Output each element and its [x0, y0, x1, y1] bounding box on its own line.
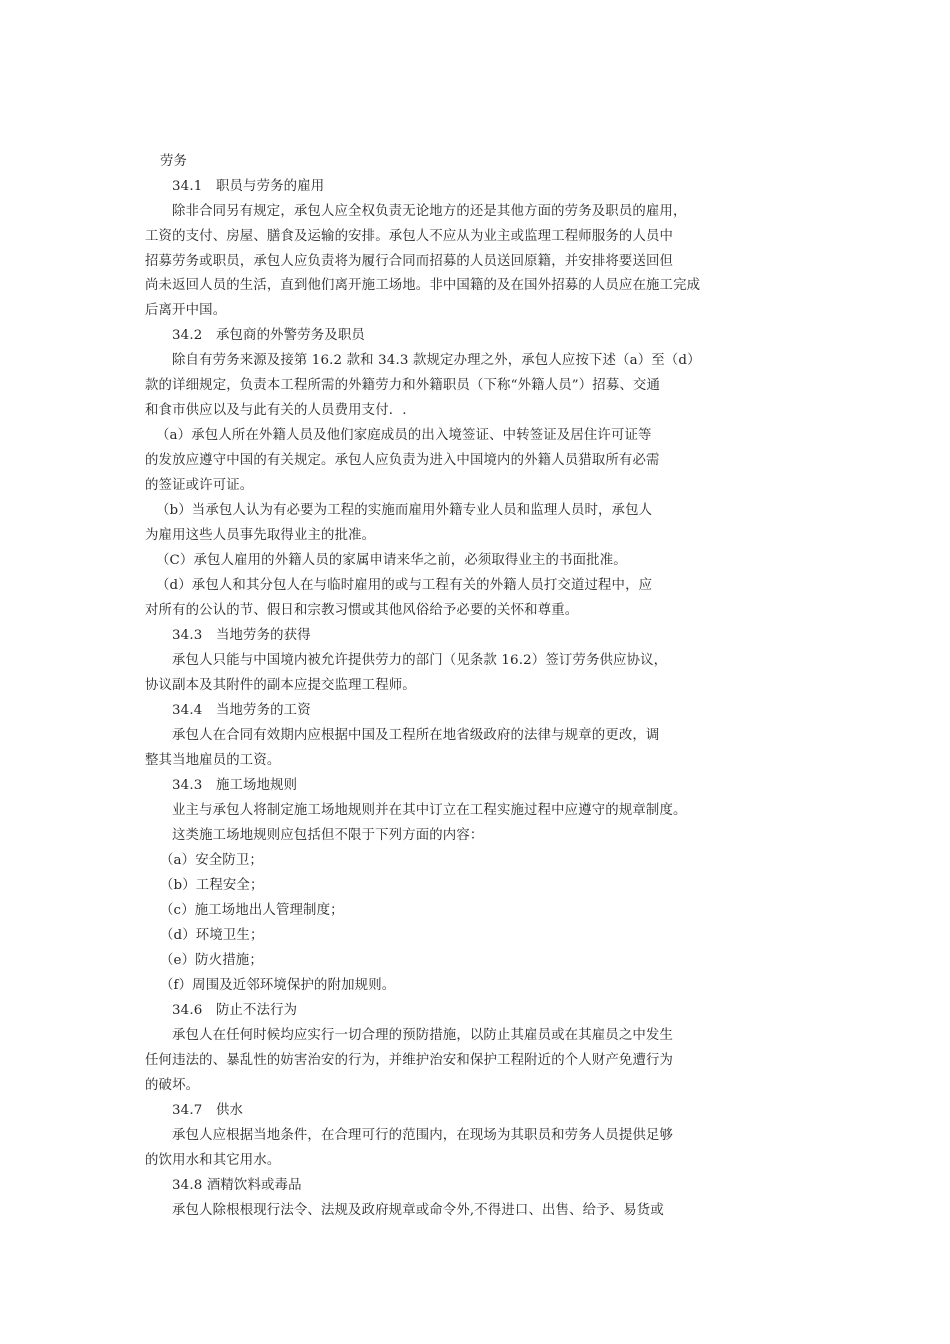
clause-heading: 34.3 当地劳务的获得 — [172, 628, 311, 643]
paragraph-line: 这类施工场地规则应包括但不限于下列方面的内容： — [172, 828, 484, 843]
list-item-line: （a）安全防卫； — [160, 853, 263, 868]
paragraph-line: 的破坏。 — [145, 1078, 200, 1093]
paragraph-line: 尚未返回人员的生活，直到他们离开施工场地。非中国籍的及在国外招募的人员应在施工完成 — [145, 278, 701, 293]
clause-heading: 34.4 当地劳务的工资 — [172, 703, 311, 718]
list-item-line: （C）承包人雇用的外籍人员的家属申请来华之前，必须取得业主的书面批准。 — [156, 553, 627, 568]
list-item-line: （f）周围及近邻环境保护的附加规则。 — [160, 978, 396, 993]
paragraph-line: 的签证或许可证。 — [145, 478, 254, 493]
paragraph-line: 承包人应根据当地条件，在合理可行的范围内，在现场为其职员和劳务人员提供足够 — [172, 1128, 674, 1143]
paragraph-line: 对所有的公认的节、假日和宗教习惯或其他风俗给予必要的关怀和尊重。 — [145, 603, 579, 618]
section-heading: 劳务 — [160, 154, 188, 169]
paragraph-line: 承包人在合同有效期内应根据中国及工程所在地省级政府的法律与规章的更改，调 — [172, 728, 660, 743]
paragraph-line: 承包人除根根现行法令、法规及政府规章或命令外,不得进口、出售、给予、易货或 — [172, 1203, 664, 1218]
clause-heading: 34.8 酒精饮料或毒品 — [172, 1178, 302, 1193]
paragraph-line: 除自有劳务来源及接第 16.2 款和 34.3 款规定办理之外，承包人应按下述（a）至（d） — [172, 353, 701, 368]
list-item-line: （b）当承包人认为有必要为工程的实施而雇用外籍专业人员和监理人员时，承包人 — [156, 503, 653, 518]
paragraph-line: 款的详细规定，负责本工程所需的外籍劳力和外籍职员（下称“外籍人员”）招募、交通 — [145, 378, 660, 393]
clause-heading: 34.1 职员与劳务的雇用 — [172, 179, 325, 194]
paragraph-line: 承包人在任何时候均应实行一切合理的预防措施，以防止其雇员或在其雇员之中发生 — [172, 1028, 674, 1043]
list-item-line: （e）防火措施； — [160, 953, 263, 968]
paragraph-line: 为雇用这些人员事先取得业主的批准。 — [145, 528, 376, 543]
paragraph-line: 承包人只能与中国境内被允许提供劳力的部门（见条款 16.2）签订劳务供应协议， — [172, 653, 668, 668]
paragraph-line: 的发放应遵守中国的有关规定。承包人应负责为进入中国境内的外籍人员猎取所有必需 — [145, 453, 660, 468]
paragraph-line: 业主与承包人将制定施工场地规则并在其中订立在工程实施过程中应遵守的规章制度。 — [172, 803, 687, 818]
paragraph-line: 招募劳务或职员，承包人应负责将为履行合同而招募的人员送回原籍，并安排将要送回但 — [145, 254, 674, 269]
list-item-line: （a）承包人所在外籍人员及他们家庭成员的出入境签证、中转签证及居住许可证等 — [156, 428, 652, 443]
list-item-line: （c）施工场地出人管理制度； — [160, 903, 344, 918]
paragraph-line: 的饮用水和其它用水。 — [145, 1153, 281, 1168]
paragraph-line: 协议副本及其附件的副本应提交监理工程师。 — [145, 678, 416, 693]
paragraph-line: 除非合同另有规定，承包人应全权负责无论地方的还是其他方面的劳务及职员的雇用， — [172, 204, 687, 219]
clause-heading: 34.2 承包商的外警劳务及职员 — [172, 328, 365, 343]
clause-heading: 34.6 防止不法行为 — [172, 1003, 298, 1018]
paragraph-line: 和食市供应以及与此有关的人员费用支付．. — [145, 403, 407, 418]
clause-heading: 34.7 供水 — [172, 1103, 244, 1118]
list-item-line: （b）工程安全； — [160, 878, 264, 893]
paragraph-line: 工资的支付、房屋、膳食及运输的安排。承包人不应从为业主或监理工程师服务的人员中 — [145, 229, 674, 244]
clause-heading: 34.3 施工场地规则 — [172, 778, 298, 793]
paragraph-line: 后离开中国。 — [145, 303, 227, 318]
paragraph-line: 整其当地雇员的工资。 — [145, 753, 281, 768]
list-item-line: （d）环境卫生； — [160, 928, 264, 943]
paragraph-line: 任何违法的、暴乱性的妨害治安的行为，并维护治安和保护工程附近的个人财产免遭行为 — [145, 1053, 674, 1068]
list-item-line: （d）承包人和其分包人在与临时雇用的或与工程有关的外籍人员打交道过程中，应 — [156, 578, 653, 593]
